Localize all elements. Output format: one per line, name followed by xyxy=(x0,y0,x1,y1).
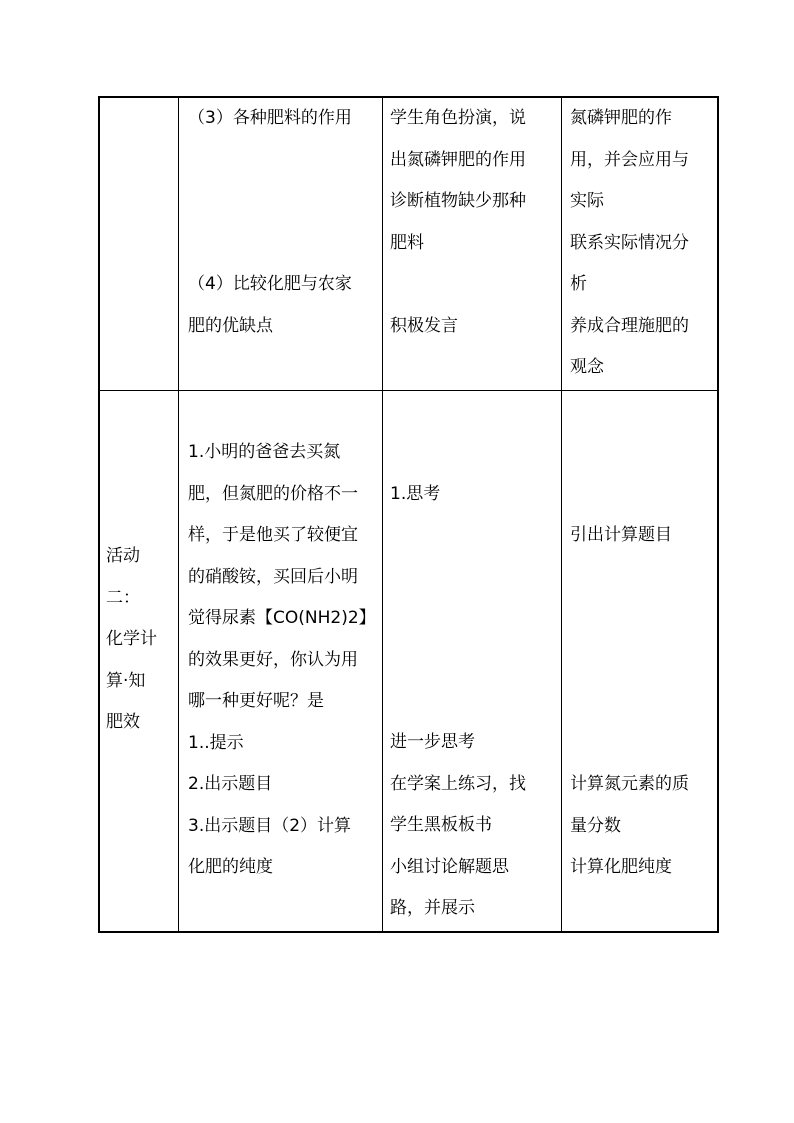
text-line: 1.小明的爸爸去买氮 xyxy=(188,442,341,462)
text-line: 诊断植物缺少那种 xyxy=(390,191,526,211)
text-line: 化肥的纯度 xyxy=(188,857,273,877)
row1-col2-item3 xyxy=(188,98,352,140)
text-line: 出氮磷钾肥的作用 xyxy=(390,149,526,170)
text-line: 学生黑板板书 xyxy=(390,815,492,835)
text-line: 的效果更好，你认为用 xyxy=(188,649,358,670)
text-line: 肥，但氮肥的价格不一 xyxy=(188,483,358,504)
text-line: 1.思考 xyxy=(390,484,441,504)
row2-col4-block2 xyxy=(570,764,689,889)
row2-col4-block1 xyxy=(570,515,672,557)
text-line: 算·知 xyxy=(106,670,146,691)
row1-col3-block1 xyxy=(390,98,526,264)
text-line: 学生角色扮演，说 xyxy=(390,108,526,128)
text-line: 路，并展示 xyxy=(390,898,475,918)
text-line: 析 xyxy=(570,274,587,294)
text-line: 哪一种更好呢？是 xyxy=(188,691,324,711)
column-divider-1 xyxy=(178,98,179,931)
text-line: 观念 xyxy=(570,357,604,377)
text-line: 实际 xyxy=(570,191,604,211)
row1-col3-block2 xyxy=(390,306,458,348)
text-line: 在学案上练习，找 xyxy=(390,773,526,794)
text-line: （4）比较化肥与农家 xyxy=(188,274,352,294)
text-line: 2.出示题目 xyxy=(188,774,273,794)
text-line: 量分数 xyxy=(570,815,621,836)
text-line: 样，于是他买了较便宜 xyxy=(188,525,358,545)
row2-col2-text xyxy=(188,432,376,889)
row2-col3-block1 xyxy=(390,474,440,516)
text-line: 积极发言 xyxy=(390,316,458,336)
text-line: 引出计算题目 xyxy=(570,525,672,545)
row1-col4-text xyxy=(570,98,689,389)
row2-col1-activity-label xyxy=(106,536,157,744)
row1-col2-item4 xyxy=(188,264,352,347)
text-line: 二： xyxy=(106,587,140,608)
text-line: 觉得尿素【CO(NH2)2】 xyxy=(188,608,376,628)
row2-col3-block2 xyxy=(390,722,526,930)
text-line: 化学计 xyxy=(106,629,157,649)
text-line: 计算氮元素的质 xyxy=(570,774,689,794)
text-line: 1..提示 xyxy=(188,732,244,753)
column-divider-2 xyxy=(382,98,383,931)
text-line: 肥效 xyxy=(106,712,140,732)
text-line: 用，并会应用与 xyxy=(570,149,689,170)
text-line: 的硝酸铵，买回后小明 xyxy=(188,566,358,587)
text-line: 氮磷钾肥的作 xyxy=(570,108,672,128)
text-line: 活动 xyxy=(106,546,140,566)
text-line: 计算化肥纯度 xyxy=(570,857,672,877)
text-line: 肥的优缺点 xyxy=(188,315,273,336)
text-line: 联系实际情况分 xyxy=(570,232,689,253)
text-line: 养成合理施肥的 xyxy=(570,315,689,336)
text-line: 肥料 xyxy=(390,232,424,253)
text-line: （3）各种肥料的作用 xyxy=(188,108,352,128)
text-line: 小组讨论解题思 xyxy=(390,856,509,877)
text-line: 进一步思考 xyxy=(390,732,475,752)
text-line: 3.出示题目（2）计算 xyxy=(188,815,352,836)
column-divider-3 xyxy=(561,98,562,931)
row-divider xyxy=(100,390,717,391)
